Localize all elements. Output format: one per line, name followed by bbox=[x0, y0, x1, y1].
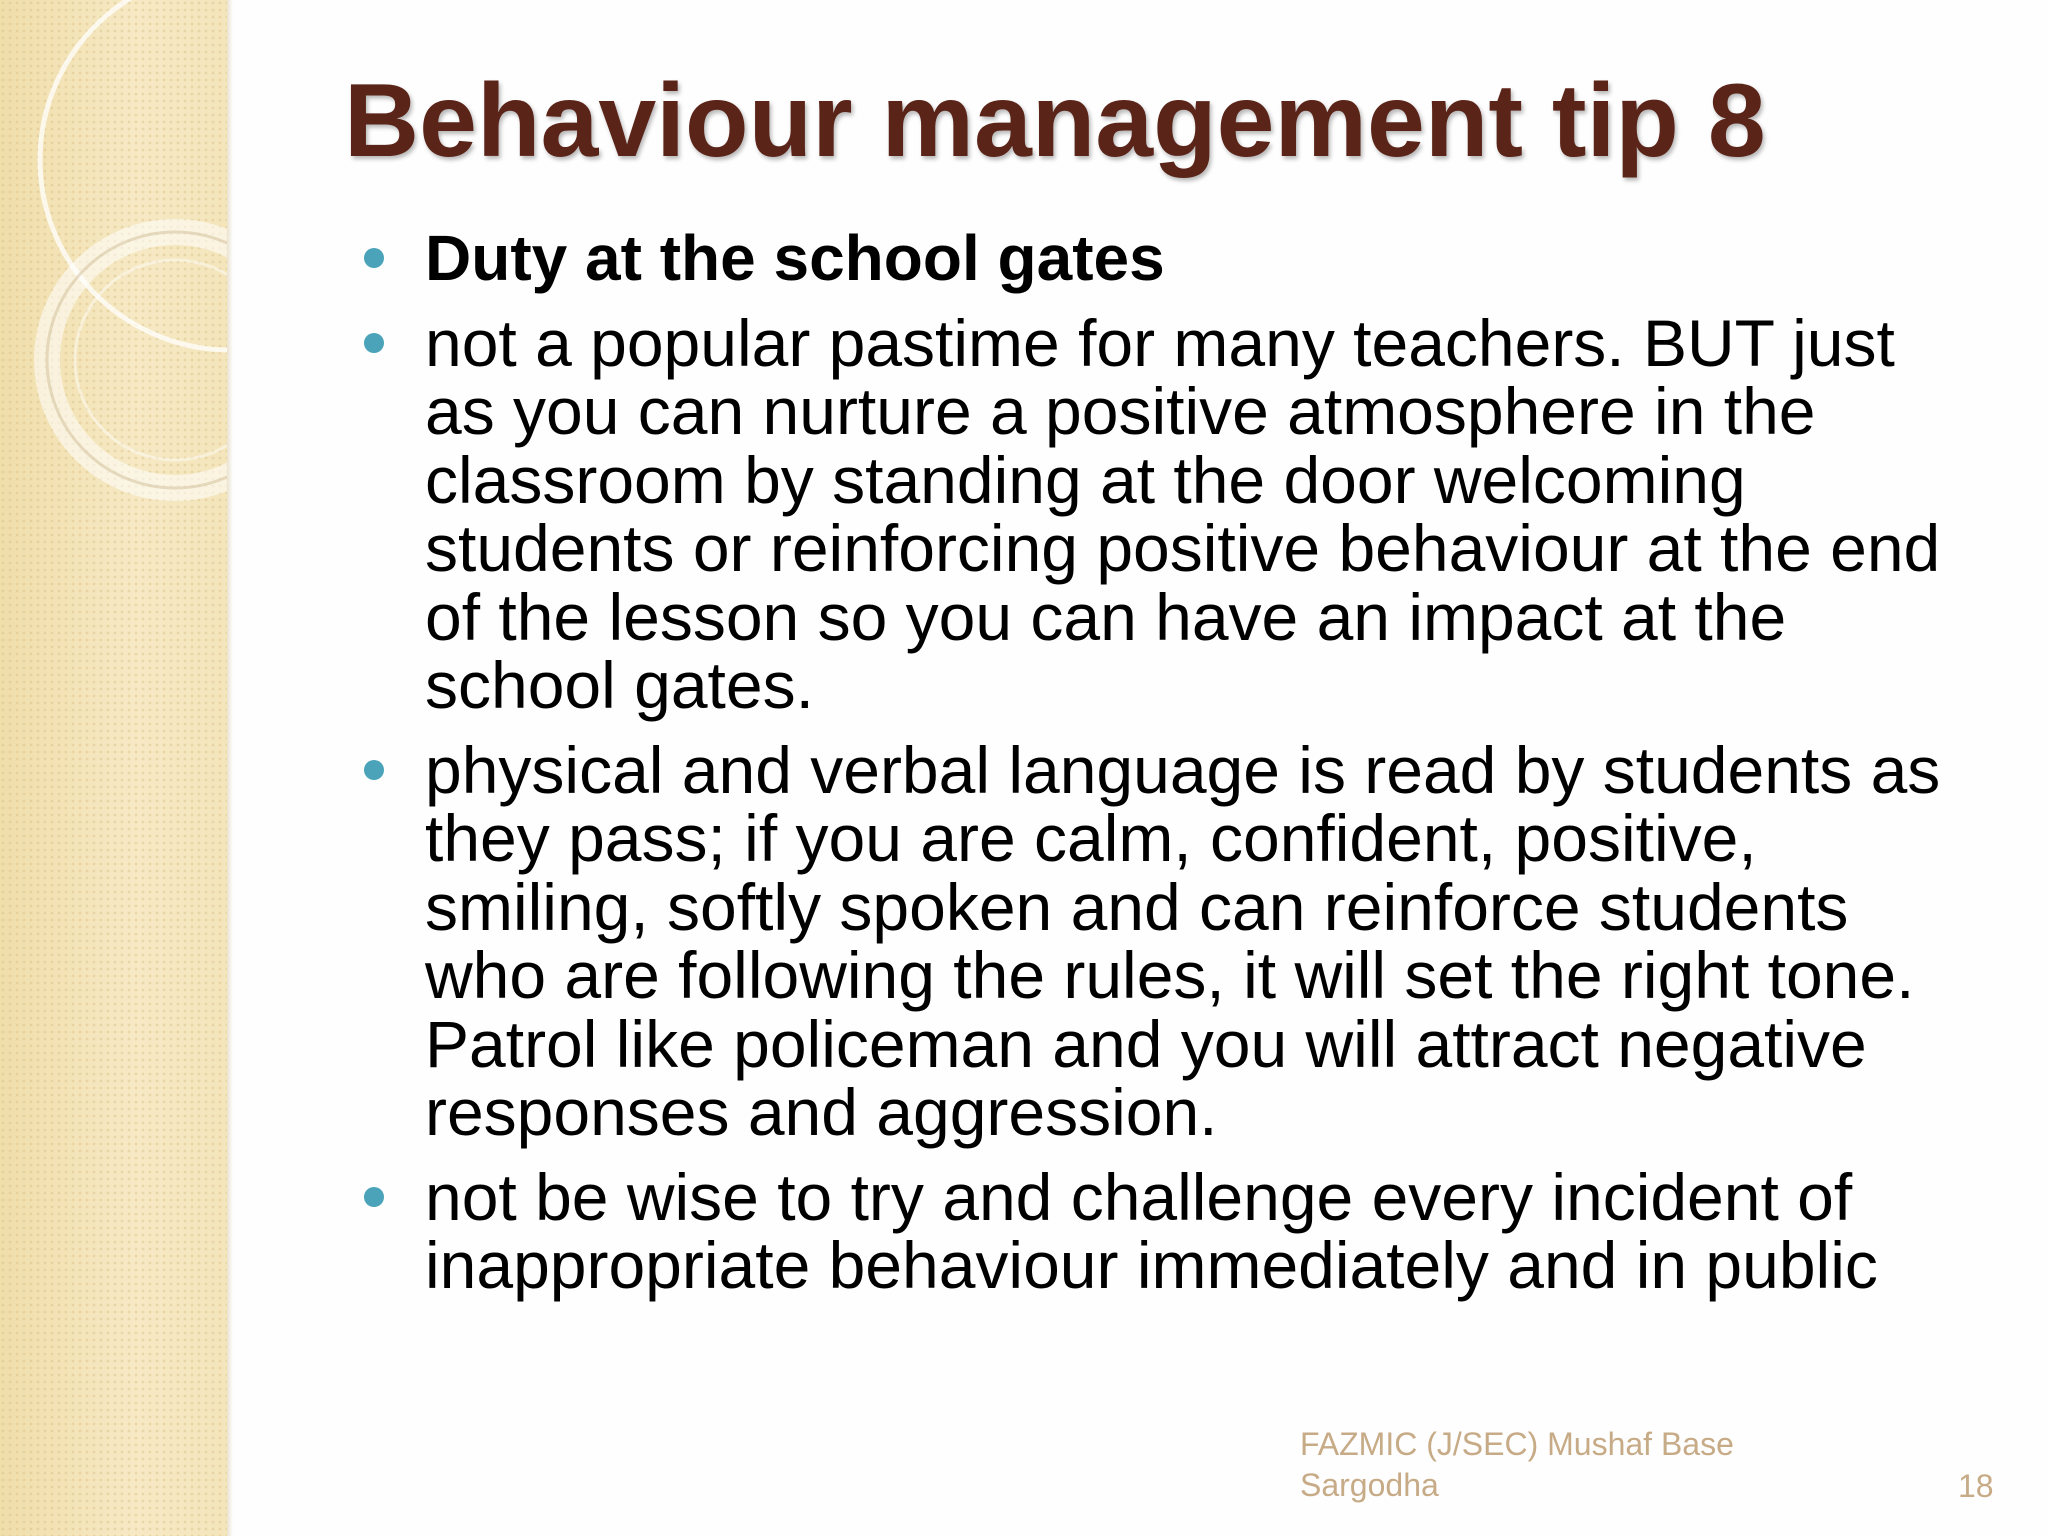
bullet-item bbox=[360, 224, 1980, 293]
bullet-list bbox=[360, 224, 1980, 1316]
side-panel-edge bbox=[227, 0, 233, 1536]
slide-title: Behaviour management tip 8 bbox=[344, 63, 1766, 179]
bullet-dot-icon bbox=[364, 1187, 384, 1207]
slide-footer: FAZMIC (J/SEC) Mushaf Base Sargodha bbox=[1300, 1426, 1734, 1503]
bullet-text: Duty at the school gates bbox=[425, 222, 1165, 294]
decorative-side-panel bbox=[0, 0, 227, 1536]
bullet-item bbox=[360, 1159, 1980, 1302]
bullet-text: physical and verbal language is read by students as they pass; if you are calm, confident, positive, smiling, softly spoken and can reinforce students who are following the rules, it will set the right tone. Patrol like policeman and you will attract negative responses and aggression. bbox=[425, 732, 1941, 1149]
bullet-item bbox=[360, 305, 1980, 722]
decorative-rings-icon bbox=[0, 0, 227, 520]
bullet-item bbox=[360, 732, 1980, 1149]
bullet-text: not a popular pastime for many teachers. BUT just as you can nurture a positive atmosphere in the classroom by standing at the door welcoming students or reinforcing positive behaviour at the end of the lesson so you can have an impact at the school gates. bbox=[425, 305, 1941, 722]
bullet-dot-icon bbox=[364, 333, 384, 353]
bullet-dot-icon bbox=[364, 760, 384, 780]
slide-number: 18 bbox=[1958, 1468, 1994, 1504]
bullet-text: not be wise to try and challenge every incident of inappropriate behaviour immediately and in public bbox=[425, 1159, 1878, 1302]
bullet-dot-icon bbox=[364, 248, 384, 268]
